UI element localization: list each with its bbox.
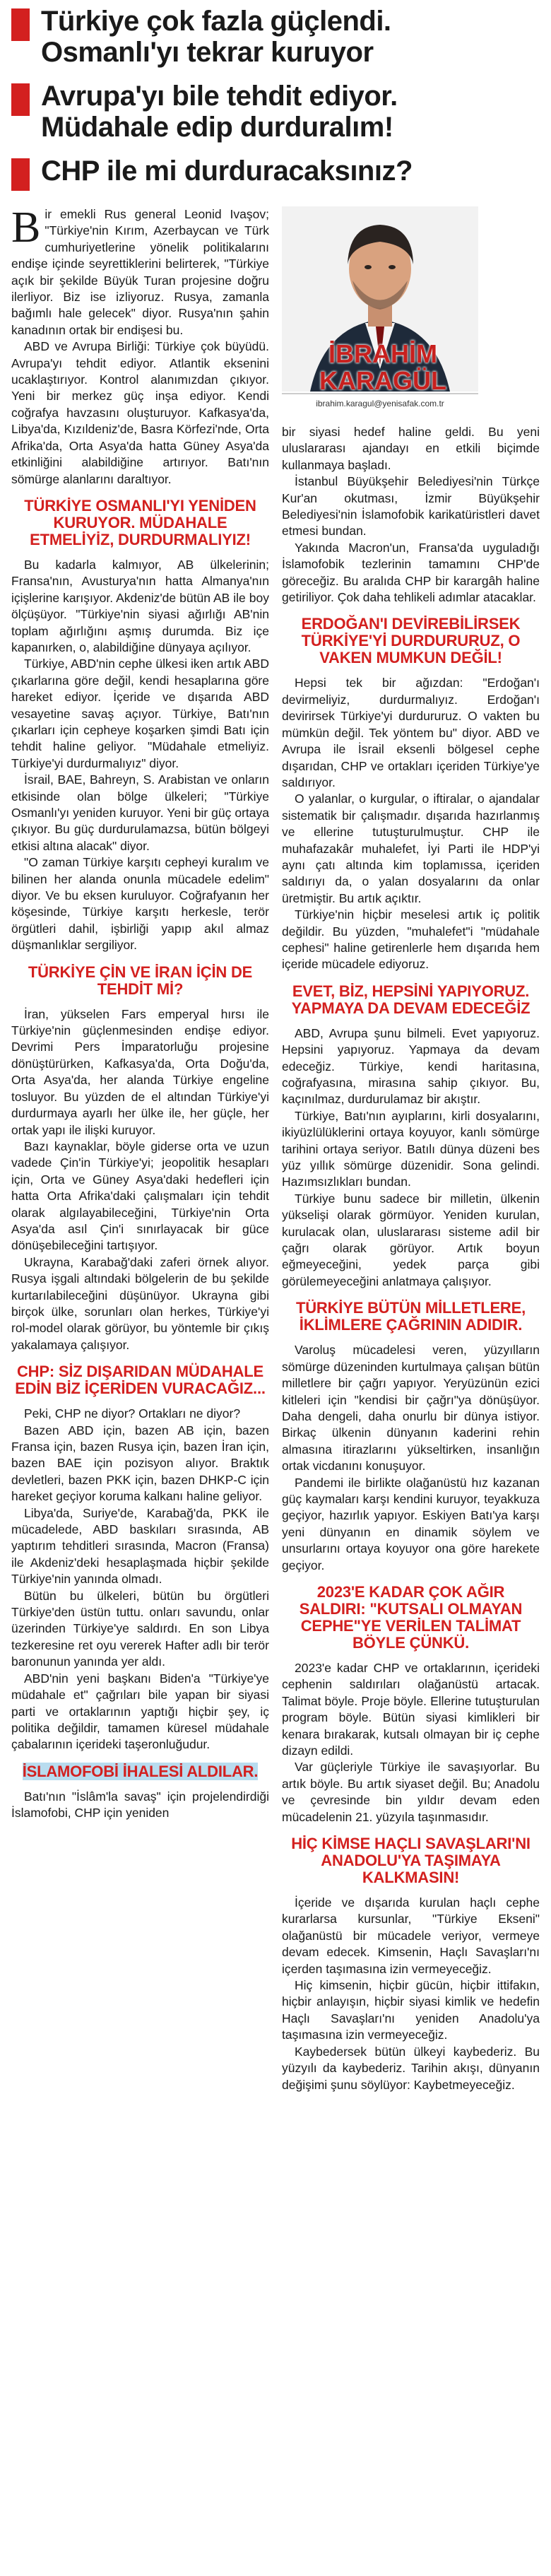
paragraph: İstanbul Büyükşehir Belediyesi'nin Türkçe Kur'an okutması, İzmir Büyükşehir Belediyesi'nin İslamofobik karikatüristleri davet etmesi bundan. <box>282 474 540 539</box>
subheading: TÜRKİYE OSMANLI'YI YENİDEN KURUYOR. MÜDAHALE ETMELİYİZ, DURDURMALIYIZ! <box>24 496 256 548</box>
subheading: ERDOĞAN'I DEVİREBİLİRSEK TÜRKİYE'Yİ DURDURURUZ, O VAKEN MUMKUN DEĞİL! <box>301 615 521 667</box>
author-first-name: İBRAHİM <box>328 339 437 368</box>
column-right <box>282 206 540 2093</box>
headline-line: Müdahale edip durduralım! <box>41 112 393 143</box>
paragraph: Peki, CHP ne diyor? Ortakları ne diyor? <box>24 1406 241 1421</box>
column-left <box>11 206 269 2093</box>
headline-1 <box>11 6 541 68</box>
paragraph: bir siyasi hedef haline geldi. Bu yeni uluslararası ajandayı en etkili biçimde kullanmaya başladı. <box>282 425 540 472</box>
author-name <box>295 341 471 394</box>
paragraph: Bazen ABD için, bazen AB için, bazen Fransa için, bazen Rusya için, bazen İran için, bazen BAE için pozisyon alıyor. Braktık devletleri, bazen PKK için, bazen DHKP-C için hareket geçiyor koruma kalkanı haline geliyor. <box>11 1423 269 1504</box>
paragraph: İran, yükselen Fars emperyal hırsı ile Türkiye'nin güçlenmesinden endişe ediyor. Devrimi Pers İmparatorluğu projesine dönüştürürken, Kafkasya'da, Orta Doğu'da, Orta Asya'da, her alanda Türkiye engeline tosluyor. Bu yüzden de el altından Türkiye'yi durdurmaya ayarlı her ülke ile, her güçle, her ortak yapı ile ilişki kuruyor. <box>11 1006 269 1137</box>
paragraph: ABD'nin yeni başkanı Biden'a "Türkiye'ye müdahale et" çağrıları bile yapan bir siyasi parti ve ortaklarının yaptığı hiçbir şey, iç politika değildir, tamamen küresel müdahale çabalarının içerideki taşeronluğudur. <box>11 1671 269 1752</box>
paragraph: Batı'nın "İslâm'la savaş" için projelendirdiği İslamofobi, CHP için yeniden <box>11 1789 269 1821</box>
paragraph: Türkiye, Batı'nın ayıplarını, kirli dosyalarını, ikiyüzlülüklerini ortaya koyuyor, kanlı sömürge tarihini ortaya seriyor. Batılı dünya düzeni bes yüz yıllık sömürge düzenidir. Sona gelindi. Hazımsızlıkları bundan. <box>282 1108 540 1189</box>
headline-2 <box>11 81 541 143</box>
paragraph: Türkiye'nin hiçbir meselesi artık iç politik değildir. Bu yüzden, "muhalefet"i "müdahale cephesi" haline getirenlerle hem dışarıda hem içeride mücadele ediyoruz. <box>282 907 540 972</box>
paragraph: Hepsi tek bir ağızdan: "Erdoğan'ı devirmeliyiz, durdurmalıyız. Erdoğan'ı devirirsek Türkiye'yi durdururuz. O vakten bu mümkün değil. Tek yöntem bu" diyor. ABD ve Avrupa ile İsrail eksenli bölgesel cephe dışarıdan, CHP ve ortakları içeriden Türkiye'ye saldırıyor. <box>282 676 540 789</box>
author-last-name: KARAGÜL <box>319 366 446 395</box>
author-box <box>282 206 540 418</box>
paragraph: Pandemi ile birlikte olağanüstü hız kazanan güç kaymaları karşı kendini kuruyor, teyakkuza geçiyor, hazırlık yapıyor. Eskiyen Batı'ya karşı yeni dünyanın en dinamik söylem ve unsurlarını ortaya koyuyor ona göre harekete geçiyor. <box>282 1475 540 1572</box>
paragraph: ABD, Avrupa şunu bilmeli. Evet yapıyoruz. Hepsini yapıyoruz. Yapmaya da devam edeceğiz. Türkiye, kendi haritasına, coğrafyasına, mirasına sahip çıkıyor. Bu, kaçınılmaz, durdurulamaz bir akıştır. <box>282 1025 540 1107</box>
paragraph: Türkiye, ABD'nin cephe ülkesi iken artık ABD çıkarlarına göre değil, kendi hesaplarına göre hareket ediyor. İçeride ve dışarıda ABD vesayetine savaş açıyor. Türkiye, Batı'nın çıkarları için cepheye koşarken şimdi Batı için tehdit haline geliyor. "Müdahale etmeliyiz. Türkiye'yi durdurmalıyız" diyor. <box>11 657 269 770</box>
paragraph: Kaybedersek bütün ülkeyi kaybederiz. Bu yüzyılı da kaybederiz. Tarihin akışı, dünyanın değişimi şunu söylüyor: Kaybetmeyeceğiz. <box>282 2044 540 2092</box>
paragraph: Varoluş mücadelesi veren, yüzyılların sömürge düzeninden kurtulmaya çalışan bütün milletlere bir çağrı yapıyor. Yeryüzünün ezici kitleleri için "kendisi bir çağrı"ya dönüşüyor. Daha dengeli, daha onurlu bir dünya istiyor. Birkaç ülkenin dünyanın kaderini rehin almasına itirazlarını yükseltirken, insanlığın ortak vicdanını konuşuyor. <box>282 1343 540 1474</box>
paragraph: Bazı kaynaklar, böyle giderse orta ve uzun vadede Çin'in Türkiye'yi; jeopolitik hesapları için, Orta ve Güney Asya'daki hedefleri için hatta Orta Afrika'daki çalışmaları için tehdit olarak algılayabileceğini, Türkiye'nin Orta Asya'da asıl Çin'i sınırlayacak bir güce dönüşebileceğini tartışıyor. <box>11 1139 269 1253</box>
article-body <box>0 204 551 2093</box>
paragraph: Ukrayna, Karabağ'daki zaferi örnek alıyor. Rusya işgali altındaki bölgelerin de bu şekilde kurtarılabileceğini düşünüyor. Ukrayna gibi birçok ülke, sorunları olan herkes, Türkiye'yi rol-model olarak görüyor, bu yöntemle bir çıkış yakalamaya çalışıyor. <box>11 1254 269 1352</box>
subheading: CHP: SİZ DIŞARIDAN MÜDAHALE EDİN BİZ İÇERİDEN VURACAĞIZ... <box>15 1363 266 1398</box>
subheading: HİÇ KİMSE HAÇLI SAVAŞLARI'NI ANADOLU'YA TAŞIMAYA KALKMASIN! <box>291 1835 531 1887</box>
paragraph: "O zaman Türkiye karşıtı cepheyi kuralım ve bilinen her alanda onunla mücadele edelim" diyor. Ve bu eksen kuruluyor. Coğrafyanın her köşesinde, Türkiye karşıtı herkesle, terör örgütleri dahil, işbirliği yapıp akıl almaz düşmanlıklar sergiliyor. <box>11 855 269 953</box>
paragraph: Yakında Macron'un, Fransa'da uyguladığı İslamofobik tezlerinin tamamını CHP'de göreceğiz. Bu aralıda CHP bir karargâh haline getiriliyor. Çok daha tehlikeli adımlar atacaklar. <box>282 540 540 605</box>
headline-line: Osmanlı'yı tekrar kuruyor <box>41 37 374 68</box>
paragraph: Hiç kimsenin, hiçbir gücün, hiçbir ittifakın, hiçbir anlayışın, hiçbir siyasi kimlik ve hedefin Haçlı Savaşları'nı yeniden Anadolu'ya taşımasına izin vermeyeceğiz. <box>282 1978 540 2042</box>
author-email: ibrahim.karagul@yenisafak.com.tr <box>316 399 444 408</box>
paragraph: İçeride ve dışarıda kurulan haçlı cephe kurarlarsa kursunlar, "Türkiye Ekseni" olağanüstü bir mücadele veriyor, vermeye devam edecek. Kimsenin, Haçlı Savaşları'nı içerden taşımasına izin vermeyeceğiz. <box>282 1895 540 1976</box>
headline-line: Avrupa'yı bile tehdit ediyor. <box>41 81 398 112</box>
subheading <box>11 1763 269 1780</box>
paragraph: Var güçleriyle Türkiye ile savaşıyorlar. Bu artık böyle. Bu artık siyaset değil. Bu; Anadolu ve çevresinde bin yıldır devam eden mücadelenin 21. yüzyıla taşınmasıdır. <box>282 1760 540 1824</box>
headline-3 <box>11 155 541 191</box>
paragraph: Bu kadarla kalmıyor, AB ülkelerinin; Fransa'nın, Avusturya'nın hatta Almanya'nın içişlerine karışıyor. Akdeniz'de bütün AB ile boy ölçüşüyor. "Türkiye'nin siyasi ağırlığı AB'nin toplam ağırlığını aşmış durumda. Biz içe kapanırken, o, alabildiğine dünyaya açılıyor. <box>11 557 269 654</box>
paragraph: Libya'da, Suriye'de, Karabağ'da, PKK ile mücadelede, ABD baskıları sırasında, AB yaptırım tehditleri sırasında, Macron (Fransa) ile Akdeniz'deki hesaplaşmada hiçbir şekilde Türkiye'nin yanında olmadı. <box>11 1505 269 1587</box>
subheading: EVET, BİZ, HEPSİNİ YAPIYORUZ. YAPMAYA DA DEVAM EDECEĞİZ <box>291 982 531 1017</box>
paragraph: Türkiye bunu sadece bir milletin, ülkenin yükselişi olarak görmüyor. Yeniden kurulan, kurulacak olan, uluslararası sisteme adil bir çağrı olarak görüyor. Artık boyun eğmeyeceğini, yedek parça gibi görülemeyeceğini anlatmaya çalışıyor. <box>282 1191 540 1288</box>
red-square-bullet <box>11 158 30 191</box>
paragraph: 2023'e kadar CHP ve ortaklarının, içerideki cephenin saldırıları olağanüstü artacak. Talimat böyle. Proje böyle. Ellerine tutuşturulan program böyle. Bütün siyasi kimlikleri bir kenara bırakarak, kutsalı olmayan bir iç cephe dizayn edildi. <box>282 1660 540 1758</box>
subheading-highlight: İSLAMOFOBİ İHALESİ ALDILAR. <box>22 1762 259 1780</box>
subheading: TÜRKİYE BÜTÜN MİLLETLERE, İKLİMLERE ÇAĞRININ ADIDIR. <box>296 1299 526 1334</box>
paragraph: İsrail, BAE, Bahreyn, S. Arabistan ve onların etkisinde olan bölge ülkeleri; "Türkiye Osmanlı'yı yeniden kuruyor. Yeni bir güç ortaya çıkıyor. Bu güç durdurulamazsa, bütün bölgeyi etkisi altına alacak" diyor. <box>11 772 269 853</box>
red-square-bullet <box>11 83 30 116</box>
paragraph: ABD ve Avrupa Birliği: Türkiye çok büyüdü. Avrupa'yı tehdit ediyor. Atlantik eksenini ucaklaştırıyor. Kontrol alanımızdan çıkıyor. Yeni bir merkez güç inşa ediyor. Kendi coğrafya havzasını oluşturuyor. Kafkasya'da, Libya'da, Kızıldeniz'de, Basra Körfezi'nde, Orta Afrika'da, Orta Asya'da hatta Güney Asya'da etkinliğini alabildiğine artırıyor. Batı'nın sömürge alanlarını daraltıyor. <box>11 339 269 486</box>
drop-cap: B <box>11 204 41 252</box>
paragraph: O yalanlar, o kurgular, o iftiralar, o ajandalar sistematik bir çalışmadır. dışarıda hazırlanmış ve ellerine tutuşturulmuştur. CHP ile muhafazakâr muhalefet, İyi Parti ile HDP'yi aynı çatı altında kim toplamıssa, içeriden saldırıyı da, o yalan dosyalarını da onlar üretmiştir. Bu artık açıktır. <box>282 792 540 905</box>
headlines <box>0 0 551 191</box>
author-divider <box>282 393 478 394</box>
subheading: TÜRKİYE ÇİN VE İRAN İÇİN DE TEHDİT Mİ? <box>28 963 253 998</box>
paragraph: Bütün bu ülkeleri, bütün bu örgütleri Türkiye'den üstün tuttu. onları savundu, onlar üzerinden Türkiye'ye saldırdı. En son Libya tezkeresine ret oyu vererek Hafter adlı bir terör baronunun yanında yer aldı. <box>11 1588 269 1669</box>
subheading: 2023'E KADAR ÇOK AĞIR SALDIRI: "KUTSALI OLMAYAN CEPHE"YE VERİLEN TALİMAT BÖYLE ÇÜNKÜ. <box>299 1582 523 1652</box>
paragraph: ir emekli Rus general Leonid Ivaşov; "Türkiye'nin Kırım, Azerbaycan ve Türk cumhuriyetlerine yönelik politikalarını endişe içinde seyrettiklerini belirterek, "Türkiye açık bir şekilde Büyük Turan projesine doğru ilerliyor. Biz ise izliyoruz. Rusya, zamanla bağımlı hale gelecek" diyor. Rusya'nın şahin kanadının ortak bir endişesi bu. <box>11 207 269 337</box>
headline-line: CHP ile mi durduracaksınız? <box>41 155 413 187</box>
headline-line: Türkiye çok fazla güçlendi. <box>41 6 391 37</box>
red-square-bullet <box>11 8 30 41</box>
